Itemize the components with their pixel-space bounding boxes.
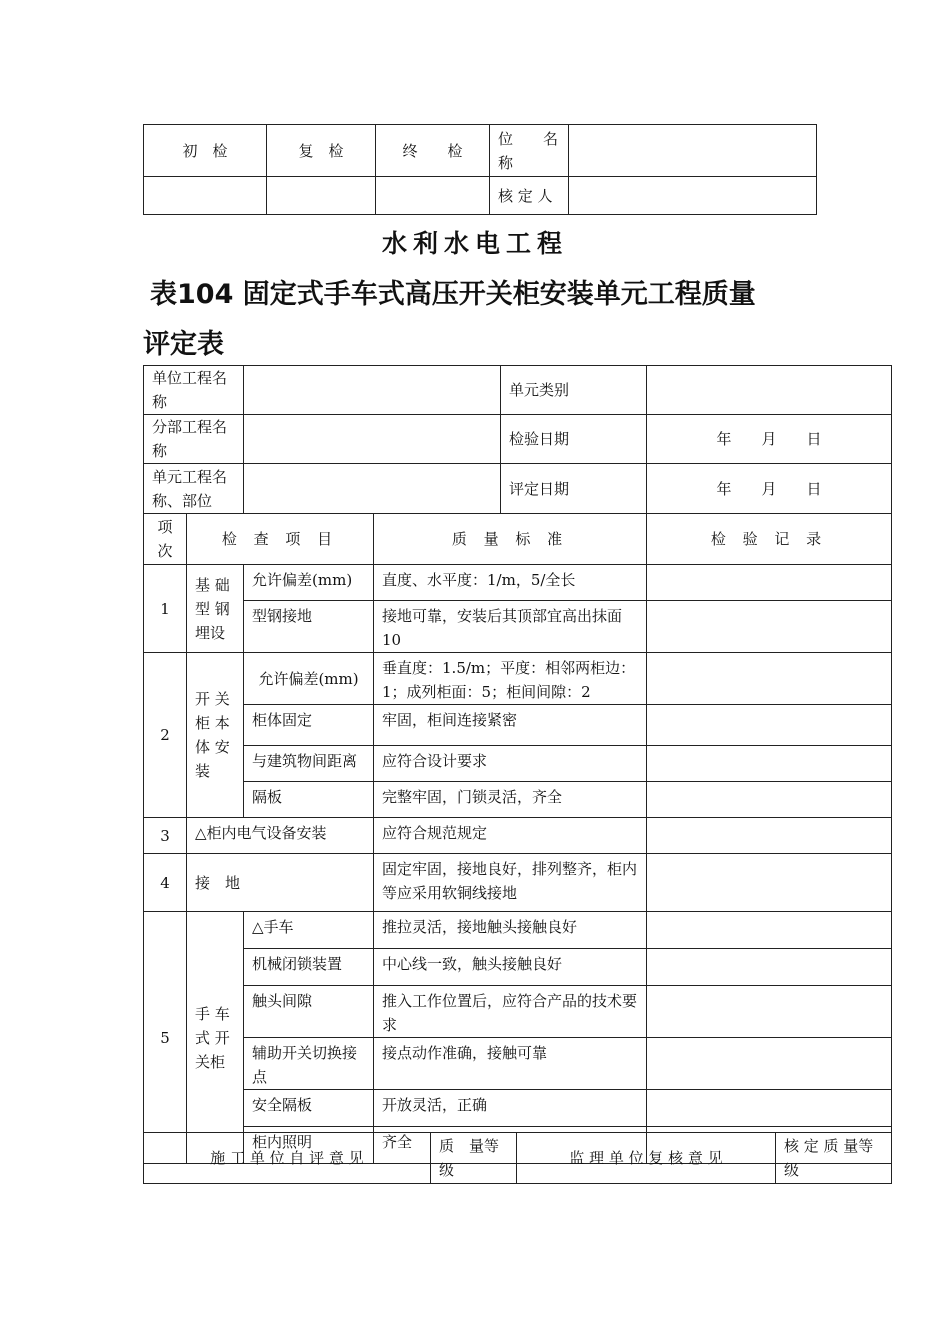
item-record-field[interactable] bbox=[647, 854, 892, 912]
first-inspection-label: 初 检 bbox=[144, 125, 267, 177]
item-name: 安全隔板 bbox=[244, 1090, 374, 1127]
item-record-field[interactable] bbox=[647, 912, 892, 949]
row-index: 4 bbox=[144, 854, 187, 912]
item-name: 隔板 bbox=[244, 782, 374, 818]
footer-table bbox=[143, 1132, 904, 1184]
element-name-label: 单元工程名称、部位 bbox=[144, 464, 244, 514]
unit-category-label: 单元类别 bbox=[501, 366, 647, 415]
item-record-field[interactable] bbox=[647, 705, 892, 746]
item-record-field[interactable] bbox=[647, 746, 892, 782]
item-record-field[interactable] bbox=[647, 653, 892, 705]
item-record-field[interactable] bbox=[647, 986, 892, 1038]
eval-date-field[interactable]: 年 月 日 bbox=[647, 464, 892, 514]
table-row bbox=[144, 949, 892, 986]
item-record-field[interactable] bbox=[647, 601, 892, 653]
item-standard: 推入工作位置后，应符合产品的技术要求 bbox=[374, 986, 647, 1038]
final-inspection-label: 终 检 bbox=[376, 125, 490, 177]
item-standard: 齐全 bbox=[374, 1127, 647, 1164]
item-record-field[interactable] bbox=[647, 565, 892, 601]
title-line2: 表104 固定式手车式高压开关柜安装单元工程质量 bbox=[150, 279, 756, 310]
row-group: 手 车 式 开 关柜 bbox=[187, 912, 244, 1164]
item-name: 辅助开关切换接点 bbox=[244, 1038, 374, 1090]
item-standard: 应符合设计要求 bbox=[374, 746, 647, 782]
item-name: △柜内电气设备安装 bbox=[187, 818, 374, 854]
item-record-field[interactable] bbox=[647, 1090, 892, 1127]
col-item-header: 检 查 项 目 bbox=[187, 514, 374, 565]
second-inspection-label: 复 检 bbox=[267, 125, 376, 177]
item-standard: 接地可靠，安装后其顶部宜高出抹面10 bbox=[374, 601, 647, 653]
item-standard: 牢固，柜间连接紧密 bbox=[374, 705, 647, 746]
approved-grade-label: 核 定 质 量等 级 bbox=[776, 1133, 892, 1184]
item-name: 触头间隙 bbox=[244, 986, 374, 1038]
item-name: 与建筑物间距离 bbox=[244, 746, 374, 782]
item-standard: 垂直度：1.5/m；平度：相邻两柜边：1；成列柜面：5；柜间间隙：2 bbox=[374, 653, 647, 705]
approver-label: 核 定 人 bbox=[490, 177, 569, 215]
table-row bbox=[144, 705, 892, 746]
table-row bbox=[144, 1090, 892, 1127]
item-standard: 完整牢固，门锁灵活，齐全 bbox=[374, 782, 647, 818]
position-name-label: 位 名称 bbox=[490, 125, 569, 177]
table-row bbox=[144, 601, 892, 653]
title-line3: 评定表 bbox=[143, 329, 224, 360]
table-row bbox=[144, 782, 892, 818]
inspect-date-label: 检验日期 bbox=[501, 415, 647, 464]
evaluation-table bbox=[143, 365, 892, 1164]
row-group: 基 础 型 钢 埋设 bbox=[187, 565, 244, 653]
item-standard: 接点动作准确，接触可靠 bbox=[374, 1038, 647, 1090]
eval-date-label: 评定日期 bbox=[501, 464, 647, 514]
table-row bbox=[144, 565, 892, 601]
item-record-field[interactable] bbox=[647, 1038, 892, 1090]
inspect-date-field[interactable]: 年 月 日 bbox=[647, 415, 892, 464]
row-index: 1 bbox=[144, 565, 187, 653]
row-index: 5 bbox=[144, 912, 187, 1164]
item-standard: 开放灵活，正确 bbox=[374, 1090, 647, 1127]
self-eval-label: 施 工 单 位 自 评 意 见 bbox=[144, 1133, 431, 1184]
first-inspection-field[interactable] bbox=[144, 177, 267, 215]
table-row bbox=[144, 912, 892, 949]
table-row bbox=[144, 818, 892, 854]
col-record-header: 检 验 记 录 bbox=[647, 514, 892, 565]
item-name: △手车 bbox=[244, 912, 374, 949]
item-name: 允许偏差(mm) bbox=[244, 565, 374, 601]
item-record-field[interactable] bbox=[647, 782, 892, 818]
unit-project-name-field[interactable] bbox=[244, 366, 501, 415]
sub-project-name-label: 分部工程名称 bbox=[144, 415, 244, 464]
item-standard: 应符合规范规定 bbox=[374, 818, 647, 854]
position-name-field[interactable] bbox=[569, 125, 817, 177]
row-index: 2 bbox=[144, 653, 187, 818]
item-name: 允许偏差(mm) bbox=[244, 653, 374, 705]
col-index-header: 项次 bbox=[144, 514, 187, 565]
item-name: 柜体固定 bbox=[244, 705, 374, 746]
supervisor-review-label: 监 理 单 位 复 核 意 见 bbox=[517, 1133, 776, 1184]
row-group: 开 关 柜 本 体 安 装 bbox=[187, 653, 244, 818]
sub-project-name-field[interactable] bbox=[244, 415, 501, 464]
table-row bbox=[144, 986, 892, 1038]
item-record-field[interactable] bbox=[647, 818, 892, 854]
item-standard: 推拉灵活，接地触头接触良好 bbox=[374, 912, 647, 949]
item-name: 型钢接地 bbox=[244, 601, 374, 653]
item-name: 柜内照明 bbox=[244, 1127, 374, 1164]
item-standard: 直度、水平度：1/m，5/全长 bbox=[374, 565, 647, 601]
item-standard: 固定牢固，接地良好，排列整齐，柜内等应采用软铜线接地 bbox=[374, 854, 647, 912]
row-index: 3 bbox=[144, 818, 187, 854]
unit-project-name-label: 单位工程名称 bbox=[144, 366, 244, 415]
title-line1: 水利水电工程 bbox=[381, 229, 568, 258]
item-name: 机械闭锁装置 bbox=[244, 949, 374, 986]
quality-grade-label: 质 量等 级 bbox=[431, 1133, 517, 1184]
table-row bbox=[144, 1038, 892, 1090]
unit-category-field[interactable] bbox=[647, 366, 892, 415]
final-inspection-field[interactable] bbox=[376, 177, 490, 215]
table-row bbox=[144, 653, 892, 705]
second-inspection-field[interactable] bbox=[267, 177, 376, 215]
col-standard-header: 质 量 标 准 bbox=[374, 514, 647, 565]
signature-table bbox=[143, 124, 817, 215]
item-name: 接 地 bbox=[187, 854, 374, 912]
item-standard: 中心线一致，触头接触良好 bbox=[374, 949, 647, 986]
table-row bbox=[144, 746, 892, 782]
approver-field[interactable] bbox=[569, 177, 817, 215]
element-name-field[interactable] bbox=[244, 464, 501, 514]
table-row bbox=[144, 854, 892, 912]
item-record-field[interactable] bbox=[647, 949, 892, 986]
